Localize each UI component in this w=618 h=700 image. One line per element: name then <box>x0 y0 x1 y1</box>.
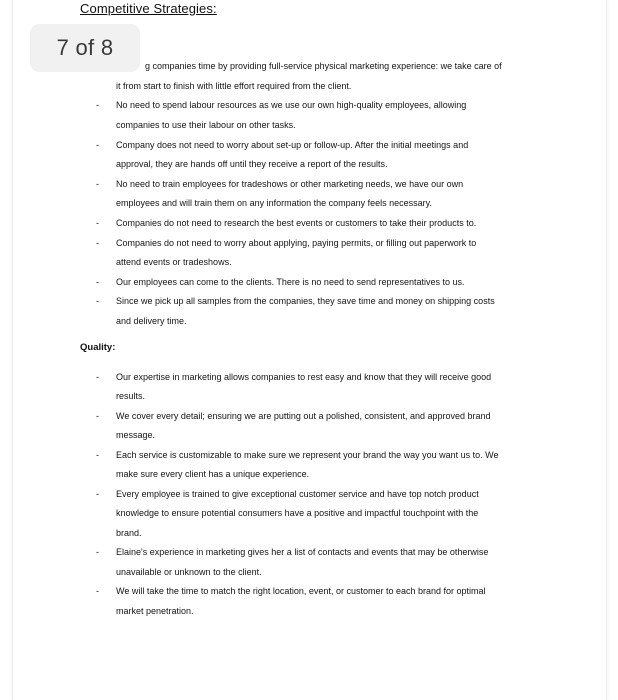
bullet-marker: - <box>96 411 99 421</box>
quality-line: brand. <box>116 528 142 538</box>
bullet-marker: - <box>96 179 99 189</box>
quality-line: Our expertise in marketing allows companies to rest easy and know that they will receive good <box>116 372 492 382</box>
strategy-line: No need to train employees for tradeshows or other marketing needs, we have our own <box>116 179 464 189</box>
strategy-line: attend events or tradeshows. <box>116 257 232 267</box>
page-indicator: 7 of 8 <box>30 24 140 72</box>
quality-line: results. <box>116 391 146 401</box>
quality-line: Each service is customizable to make sure we represent your brand the way you want us to. We <box>116 450 499 460</box>
bullet-marker: - <box>96 277 99 287</box>
quality-line: market penetration. <box>116 606 194 616</box>
intro-line: g companies time by providing full-service physical marketing experience: we take care of <box>145 61 502 71</box>
bullet-marker: - <box>96 586 99 596</box>
bullet-marker: - <box>96 100 99 110</box>
quality-line: unavailable or unknown to the client. <box>116 567 262 577</box>
quality-line: We cover every detail; ensuring we are putting out a polished, consistent, and approved brand <box>116 411 491 421</box>
bullet-marker: - <box>96 372 99 382</box>
bullet-marker: - <box>96 450 99 460</box>
strategy-line: companies to use their labour on other tasks. <box>116 120 296 130</box>
bullet-marker: - <box>96 140 99 150</box>
strategy-line: and delivery time. <box>116 316 187 326</box>
strategy-line: No need to spend labour resources as we use our own high-quality employees, allowing <box>116 100 467 110</box>
bullet-marker: - <box>96 218 99 228</box>
quality-line: message. <box>116 430 156 440</box>
bullet-marker: - <box>96 547 99 557</box>
quality-line: We will take the time to match the right location, event, or customer to each brand for optimal <box>116 586 486 596</box>
quality-line: Every employee is trained to give exceptional customer service and have top notch product <box>116 489 479 499</box>
strategy-line: Companies do not need to research the best events or customers to take their products to. <box>116 218 477 228</box>
strategy-line: Since we pick up all samples from the companies, they save time and money on shipping costs <box>116 296 495 306</box>
bullet-marker: - <box>96 238 99 248</box>
bullet-marker: - <box>96 296 99 306</box>
intro-line: it from start to finish with little effort required from the client. <box>116 81 352 91</box>
quality-line: knowledge to ensure potential consumers have a positive and impactful touchpoint with the <box>116 508 479 518</box>
strategy-line: Company does not need to worry about set-up or follow-up. After the initial meetings and <box>116 140 469 150</box>
bullet-marker: - <box>96 489 99 499</box>
strategy-line: approval, they are hands off until they receive a report of the results. <box>116 159 388 169</box>
strategy-line: employees and will train them on any information the company feels necessary. <box>116 198 432 208</box>
heading: Competitive Strategies: <box>80 1 217 16</box>
quality-line: make sure every client has a unique experience. <box>116 469 310 479</box>
strategy-line: Companies do not need to worry about applying, paying permits, or filling out paperwork to <box>116 238 477 248</box>
quality-line: Elaine's experience in marketing gives her a list of contacts and events that may be otherwise <box>116 547 489 557</box>
section-title-quality: Quality: <box>80 342 116 353</box>
strategy-line: Our employees can come to the clients. There is no need to send representatives to us. <box>116 277 465 287</box>
